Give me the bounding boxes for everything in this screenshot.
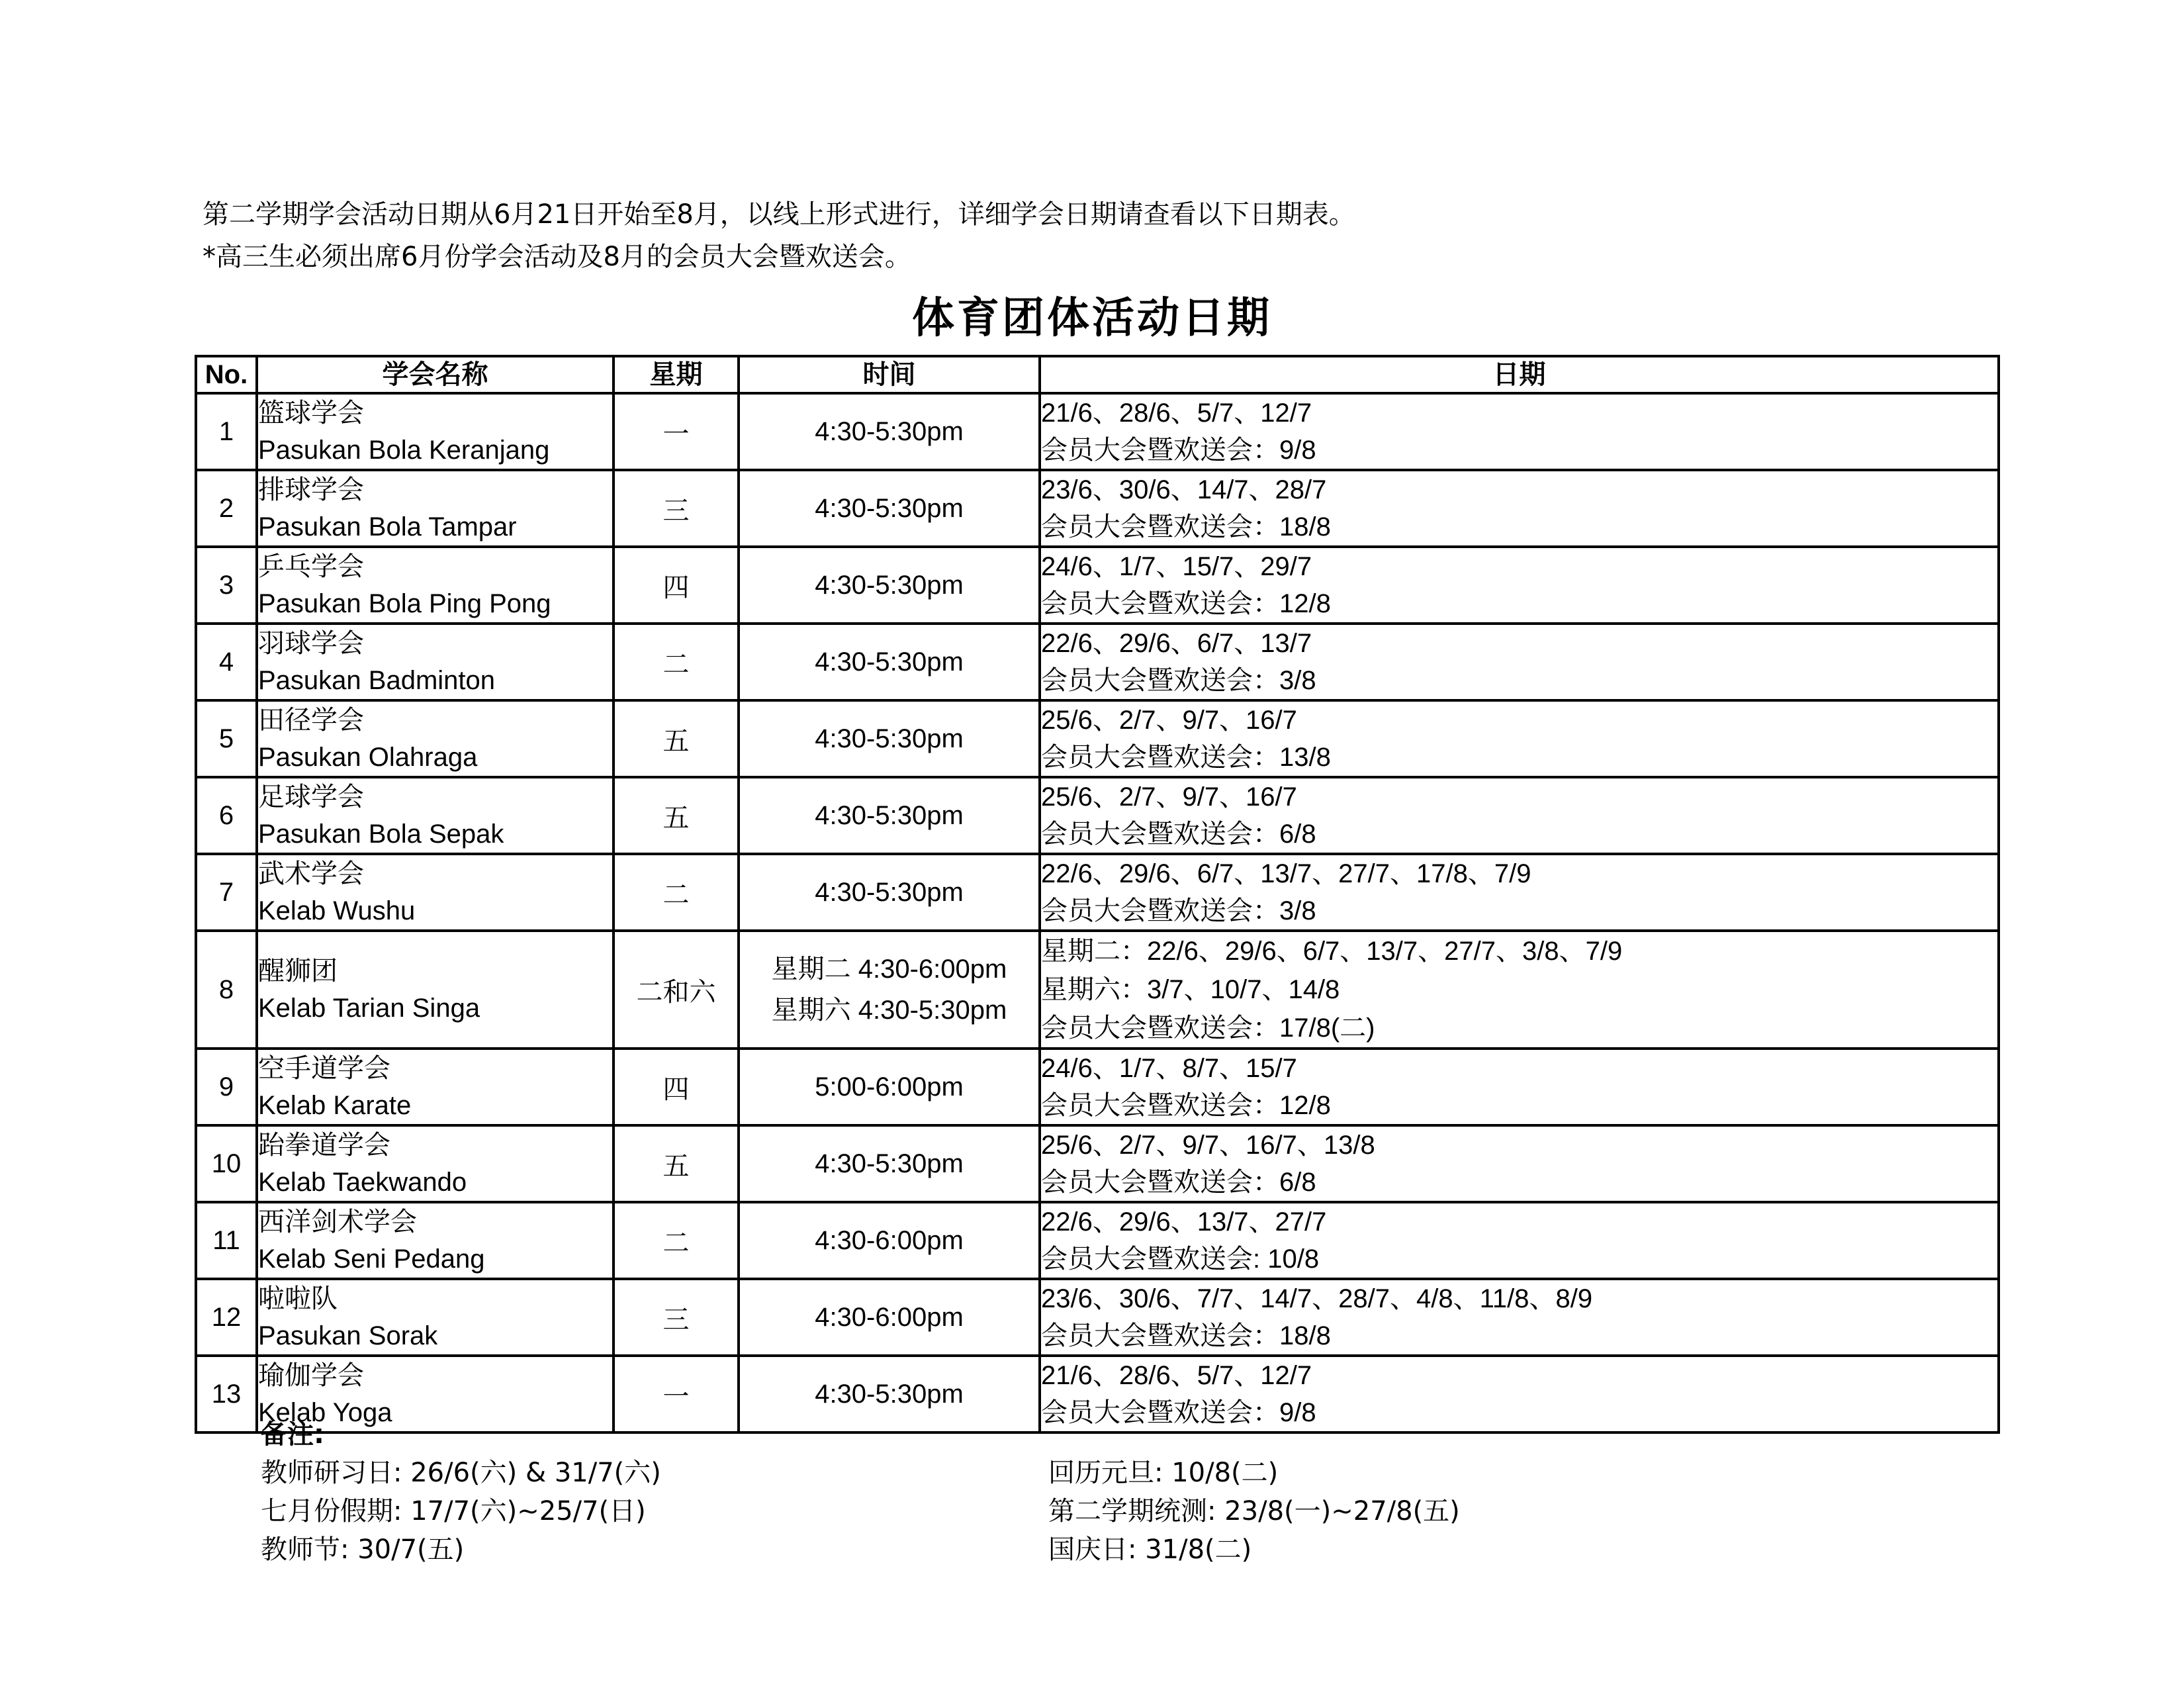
club-name-ms: Kelab Yoga (258, 1398, 392, 1427)
dates-line: 23/6、30/6、7/7、14/7、28/7、4/8、11/8、8/9 (1041, 1284, 1593, 1313)
cell-time: 4:30-5:30pm (739, 547, 1040, 624)
table-row (196, 854, 1999, 931)
notes-row (261, 1492, 1460, 1530)
cell-time: 4:30-5:30pm (739, 1125, 1040, 1202)
table-row (196, 470, 1999, 547)
table-row (196, 1202, 1999, 1279)
notes-heading: 备注: (261, 1419, 324, 1450)
cell-name (257, 1279, 614, 1356)
dates-line: 会员大会暨欢送会：18/8 (1041, 512, 1331, 541)
table-row (196, 1279, 1999, 1356)
table-row (196, 547, 1999, 624)
cell-dates (1040, 777, 1999, 854)
dates-line: 会员大会暨欢送会：9/8 (1041, 436, 1316, 465)
cell-day: 四 (614, 547, 739, 624)
club-name-zh: 醒狮团 (258, 957, 338, 986)
club-name-zh: 空手道学会 (258, 1054, 390, 1083)
club-name-zh: 羽球学会 (258, 629, 364, 658)
club-name-ms: Kelab Wushu (258, 896, 416, 925)
time-line: 星期六 4:30-5:30pm (771, 996, 1007, 1025)
cell-day: 二 (614, 1202, 739, 1279)
cell-dates (1040, 1125, 1999, 1202)
club-name-ms: Pasukan Badminton (258, 666, 496, 695)
cell-day: 一 (614, 393, 739, 470)
dates-line: 会员大会暨欢送会：12/8 (1041, 589, 1331, 618)
club-name-ms: Kelab Tarian Singa (258, 994, 480, 1023)
cell-name (257, 1125, 614, 1202)
cell-no: 1 (196, 393, 257, 470)
cell-dates (1040, 700, 1999, 777)
dates-line: 会员大会暨欢送会：17/8(二) (1041, 1013, 1375, 1043)
cell-time: 4:30-5:30pm (739, 700, 1040, 777)
dates-line: 会员大会暨欢送会：6/8 (1041, 820, 1316, 849)
dates-line: 会员大会暨欢送会：12/8 (1041, 1091, 1331, 1120)
dates-line: 会员大会暨欢送会：9/8 (1041, 1398, 1316, 1427)
table-header-row (196, 356, 1999, 393)
cell-day: 二 (614, 854, 739, 931)
dates-line: 会员大会暨欢送会: 10/8 (1041, 1244, 1320, 1274)
dates-line: 22/6、29/6、13/7、27/7 (1041, 1207, 1327, 1237)
cell-time: 4:30-5:30pm (739, 777, 1040, 854)
cell-day: 二和六 (614, 931, 739, 1049)
cell-dates (1040, 1049, 1999, 1125)
header-dates: 日期 (1040, 356, 1999, 393)
cell-time: 4:30-5:30pm (739, 624, 1040, 700)
dates-line: 星期二：22/6、29/6、6/7、13/7、27/7、3/8、7/9 (1041, 937, 1623, 966)
club-name-zh: 田径学会 (258, 706, 364, 735)
cell-dates (1040, 547, 1999, 624)
cell-time: 5:00-6:00pm (739, 1049, 1040, 1125)
cell-day: 五 (614, 700, 739, 777)
table-row (196, 1125, 1999, 1202)
dates-line: 24/6、1/7、15/7、29/7 (1041, 552, 1312, 581)
cell-name (257, 700, 614, 777)
cell-day: 二 (614, 624, 739, 700)
time-line: 星期二 4:30-6:00pm (771, 955, 1007, 984)
cell-no: 12 (196, 1279, 257, 1356)
club-name-zh: 跆拳道学会 (258, 1131, 390, 1160)
club-name-ms: Pasukan Bola Sepak (258, 820, 504, 849)
table-row (196, 1049, 1999, 1125)
cell-dates (1040, 624, 1999, 700)
notes-row (261, 1454, 1460, 1492)
dates-line: 21/6、28/6、5/7、12/7 (1041, 1361, 1312, 1390)
table-row (196, 624, 1999, 700)
club-name-zh: 武术学会 (258, 859, 364, 888)
cell-time: 4:30-5:30pm (739, 470, 1040, 547)
club-name-ms: Kelab Seni Pedang (258, 1244, 485, 1274)
cell-day: 四 (614, 1049, 739, 1125)
page-title: 体育团体活动日期 (912, 294, 1272, 343)
cell-dates (1040, 931, 1999, 1049)
club-name-zh: 篮球学会 (258, 399, 364, 428)
header-day: 星期 (614, 356, 739, 393)
dates-line: 25/6、2/7、9/7、16/7 (1041, 782, 1297, 812)
cell-no: 9 (196, 1049, 257, 1125)
dates-line: 25/6、2/7、9/7、16/7 (1041, 706, 1297, 735)
cell-name (257, 777, 614, 854)
cell-dates (1040, 1279, 1999, 1356)
club-name-zh: 西洋剑术学会 (258, 1207, 417, 1237)
club-name-zh: 乒乓学会 (258, 552, 364, 581)
table-row (196, 393, 1999, 470)
note-item: 教师节: 30/7(五) (261, 1534, 465, 1565)
dates-line: 会员大会暨欢送会：13/8 (1041, 743, 1331, 772)
cell-name (257, 547, 614, 624)
cell-day: 一 (614, 1356, 739, 1432)
cell-no: 7 (196, 854, 257, 931)
cell-time: 4:30-6:00pm (739, 1202, 1040, 1279)
dates-line: 25/6、2/7、9/7、16/7、13/8 (1041, 1131, 1375, 1160)
club-name-ms: Kelab Taekwando (258, 1168, 467, 1197)
cell-name (257, 1202, 614, 1279)
cell-time: 4:30-5:30pm (739, 393, 1040, 470)
cell-time (739, 931, 1040, 1049)
cell-no: 2 (196, 470, 257, 547)
table-row (196, 700, 1999, 777)
cell-day: 三 (614, 1279, 739, 1356)
table-row (196, 777, 1999, 854)
schedule-table (195, 355, 2000, 1434)
note-item: 国庆日: 31/8(二) (1048, 1534, 1252, 1565)
header-no: No. (196, 356, 257, 393)
cell-day: 五 (614, 777, 739, 854)
header-time: 时间 (739, 356, 1040, 393)
cell-dates (1040, 854, 1999, 931)
cell-day: 五 (614, 1125, 739, 1202)
cell-name (257, 470, 614, 547)
note-item: 回历元旦: 10/8(二) (1048, 1458, 1279, 1488)
cell-no: 11 (196, 1202, 257, 1279)
table-row (196, 931, 1999, 1049)
club-name-ms: Pasukan Bola Tampar (258, 512, 517, 541)
club-name-ms: Pasukan Bola Keranjang (258, 436, 550, 465)
club-name-ms: Pasukan Sorak (258, 1321, 438, 1350)
intro-line-2: *高三生必须出席6月份学会活动及8月的会员大会暨欢送会。 (203, 242, 911, 272)
cell-time: 4:30-5:30pm (739, 854, 1040, 931)
club-name-ms: Kelab Karate (258, 1091, 412, 1120)
cell-day: 三 (614, 470, 739, 547)
club-name-zh: 排球学会 (258, 475, 364, 504)
intro-line-1: 第二学期学会活动日期从6月21日开始至8月，以线上形式进行，详细学会日期请查看以下日期表。 (203, 199, 1355, 230)
notes-row (261, 1530, 1460, 1569)
cell-name (257, 854, 614, 931)
intro-text (203, 193, 1355, 278)
club-name-zh: 瑜伽学会 (258, 1361, 364, 1390)
note-item: 教师研习日: 26/6(六) & 31/7(六) (261, 1458, 661, 1488)
cell-dates (1040, 393, 1999, 470)
cell-no: 13 (196, 1356, 257, 1432)
dates-line: 22/6、29/6、6/7、13/7、27/7、17/8、7/9 (1041, 859, 1531, 888)
club-name-ms: Pasukan Olahraga (258, 743, 478, 772)
header-name: 学会名称 (257, 356, 614, 393)
cell-dates (1040, 1202, 1999, 1279)
cell-name (257, 624, 614, 700)
dates-line: 23/6、30/6、14/7、28/7 (1041, 475, 1327, 504)
dates-line: 会员大会暨欢送会：6/8 (1041, 1168, 1316, 1197)
note-item: 第二学期统测: 23/8(一)~27/8(五) (1048, 1496, 1460, 1526)
club-name-zh: 足球学会 (258, 782, 364, 812)
dates-line: 会员大会暨欢送会：3/8 (1041, 896, 1316, 925)
note-item: 七月份假期: 17/7(六)~25/7(日) (261, 1496, 646, 1526)
club-name-ms: Pasukan Bola Ping Pong (258, 589, 551, 618)
club-name-zh: 啦啦队 (258, 1284, 338, 1313)
cell-name (257, 1049, 614, 1125)
dates-line: 星期六：3/7、10/7、14/8 (1041, 975, 1340, 1004)
cell-no: 6 (196, 777, 257, 854)
cell-time: 4:30-5:30pm (739, 1356, 1040, 1432)
cell-time: 4:30-6:00pm (739, 1279, 1040, 1356)
dates-line: 会员大会暨欢送会：18/8 (1041, 1321, 1331, 1350)
dates-line: 24/6、1/7、8/7、15/7 (1041, 1054, 1297, 1083)
cell-dates (1040, 470, 1999, 547)
cell-no: 4 (196, 624, 257, 700)
cell-name (257, 931, 614, 1049)
cell-no: 8 (196, 931, 257, 1049)
cell-name (257, 393, 614, 470)
dates-line: 会员大会暨欢送会：3/8 (1041, 666, 1316, 695)
cell-no: 5 (196, 700, 257, 777)
notes-section (261, 1415, 1460, 1569)
dates-line: 22/6、29/6、6/7、13/7 (1041, 629, 1312, 658)
dates-line: 21/6、28/6、5/7、12/7 (1041, 399, 1312, 428)
cell-no: 3 (196, 547, 257, 624)
cell-no: 10 (196, 1125, 257, 1202)
